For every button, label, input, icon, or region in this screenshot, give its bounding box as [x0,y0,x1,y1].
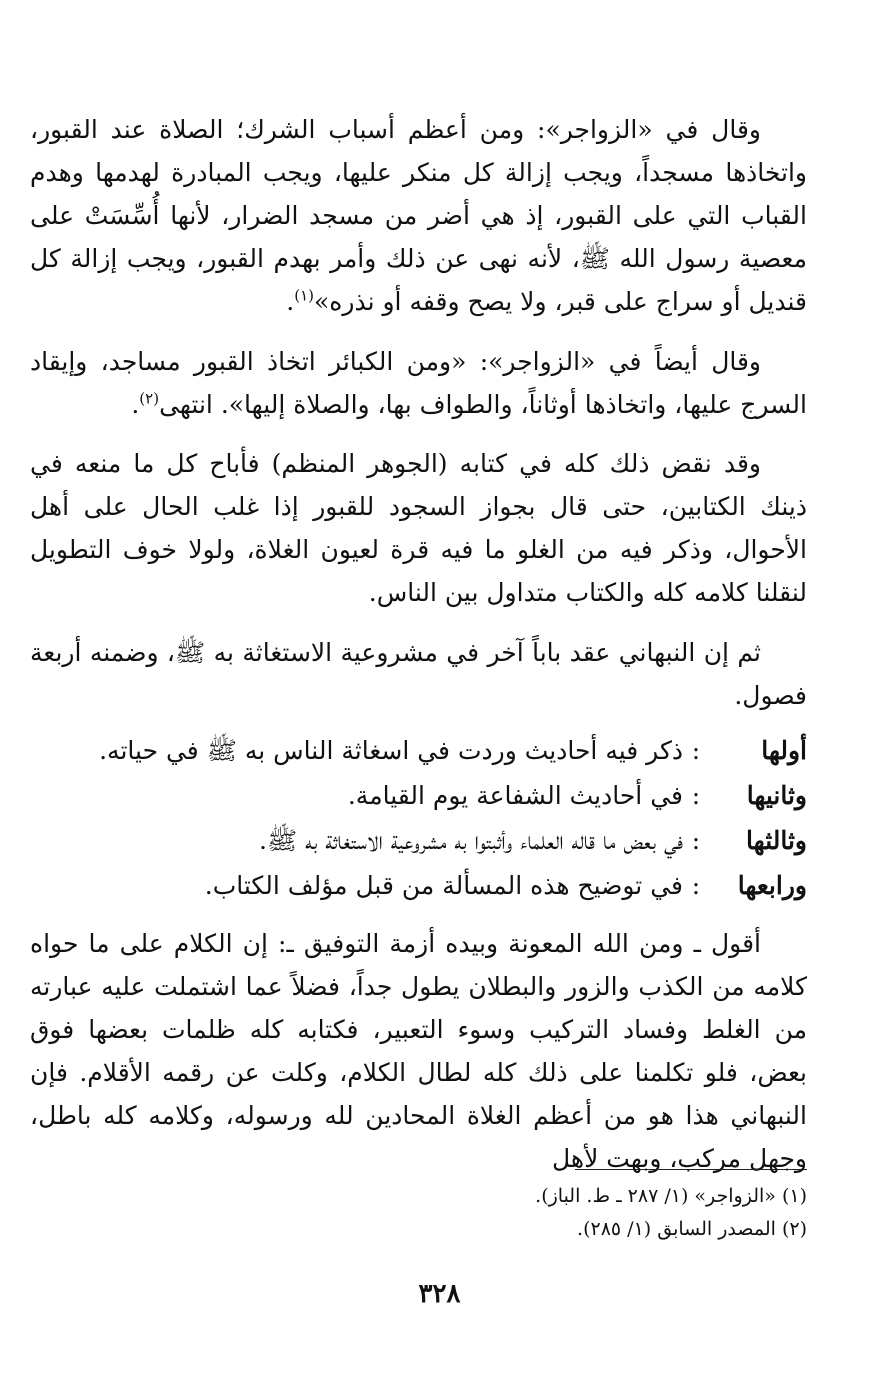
footnote-2: (٢) المصدر السابق (١/ ٢٨٥). [577,1218,807,1240]
chapter-label: ورابعها [737,871,807,900]
chapter-row [30,728,807,773]
chapter-label: وثالثها [746,826,807,855]
paragraph-istighatha-chapter: ثم إن النبهاني عقد باباً آخر في مشروعية الاستغاثة به ﷺ، وضمنه أربعة فصول. [30,638,807,710]
chapter-row [30,773,807,818]
chapter-label: أولها [761,736,807,765]
chapter-separator: : [691,736,701,765]
chapter-separator: : [691,781,701,810]
footnotes [30,1180,807,1246]
paragraph-jawhar: وقد نقض ذلك كله في كتابه (الجوهر المنظم) فأباح كل ما منعه في ذينك الكتابين، حتى قال بجواز السجود للقبور إذا غلب الحال على أهل الأحوال، وذكر فيه من الغلو ما فيه قرة لعيون الغلاة، ولولا خوف التطويل لنقلنا كلامه كله والكتاب متداول بين الناس. [30,449,807,607]
chapter-text: في أحاديث الشفاعة يوم القيامة. [347,781,683,810]
paragraph-aqulu: أقول ـ ومن الله المعونة وبيده أزمة التوفيق ـ: إن الكلام على ما حواه كلامه من الكذب والزور والبطلان يطول جداً، فضلاً عما اشتملت عليه عبارته من الغلط وفساد التركيب وسوء التعبير، فكتابه كله ظلمات بعضها فوق بعض، فلو تكلمنا على ذلك كله لطال الكلام، وكلت عن رقمه الأقلام. فإن النبهاني هذا هو من أعظم الغلاة المحادين لله ورسوله، وكلامه كله باطل، وجهل مركب، وبهت لأهل [30,929,807,1173]
chapter-text: في بعض ما قاله العلماء وأثبتوا به مشروعية الاستغاثة به ﷺ. [259,826,683,855]
chapters-list [30,728,807,908]
footnote-divider [575,1169,807,1170]
chapter-label: وثانيها [746,781,807,810]
chapter-separator: : [691,871,701,900]
chapter-text: في توضيح هذه المسألة من قبل مؤلف الكتاب. [204,871,683,900]
page-number: ٣٢٨ [418,1279,461,1309]
footnote-1: (١) «الزواجر» (١/ ٢٨٧ ـ ط. الباز). [535,1185,807,1207]
paragraph-zawajir-kabair [30,340,807,426]
paragraph-text: وقال في «الزواجر»: ومن أعظم أسباب الشرك؛ الصلاة عند القبور، واتخاذها مسجداً، ويجب إزالة كل منكر عليها، ويجب المبادرة لهدمها وهدم القباب التي على القبور، إذ هي أضر من مسجد الضرار، لأنها أُسِّسَتْ على معصية رسول الله ﷺ، لأنه نهى عن ذلك وأمر بهدم القبور، ويجب إزالة كل قنديل أو سراج على قبر، ولا يصح وقفه أو نذره» [30,115,807,316]
paragraph-end: . [286,287,295,316]
paragraph-zawajir-quote [30,108,807,323]
chapter-text: ذكر فيه أحاديث وردت في اسغاثة الناس به ﷺ في حياته. [99,736,683,765]
paragraph-text: وقال أيضاً في «الزواجر»: «ومن الكبائر اتخاذ القبور مساجد، وإيقاد السرج عليها، واتخاذها أوثاناً، والطواف بها، والصلاة إليها». انتهى [30,347,807,419]
chapter-row [30,863,807,908]
footnote-ref-2: (٢) [139,389,160,408]
footnote-ref-1: (١) [294,286,314,305]
chapter-row [30,818,807,863]
paragraph-end: . [131,390,140,419]
chapter-separator: : [691,826,701,855]
